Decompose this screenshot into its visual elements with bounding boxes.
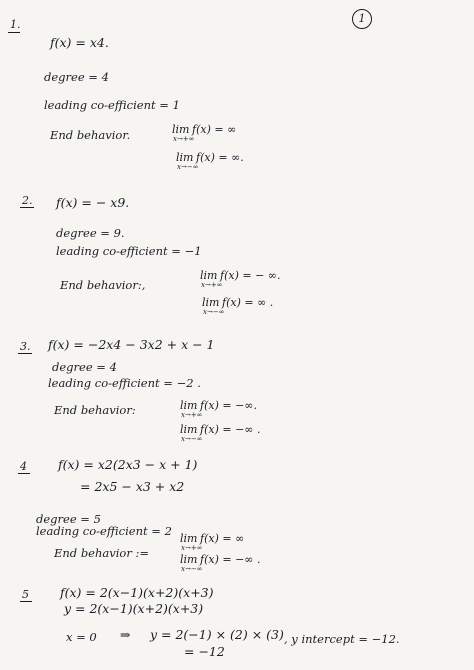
limit-word: lim: [180, 553, 198, 566]
problem-3-end-behavior-label: End behavior:: [54, 403, 136, 417]
problem-4-expanded: = 2x5 − x3 + x2: [80, 479, 185, 494]
problem-5-y-equation: y = 2(x−1)(x+2)(x+3): [64, 601, 204, 616]
limit-subscript: x→−∞: [203, 308, 225, 316]
problem-3-leading-coefficient: leading co-efficient = −2 .: [48, 376, 201, 390]
limit-value: f(x) = −∞ .: [200, 423, 261, 436]
problem-1-label: 1.: [10, 18, 21, 31]
limit-subscript: x→−∞: [181, 565, 203, 573]
limit-subscript: x→+∞: [201, 281, 223, 289]
problem-4-end-behavior-label: End behavior :=: [54, 546, 150, 560]
problem-4-label-underline: [18, 473, 30, 474]
limit-subscript: x→+∞: [173, 135, 195, 143]
arrow-icon: ⇒: [120, 627, 131, 642]
problem-5-y-intercept: , y intercept = −12.: [284, 632, 400, 646]
limit-word: lim: [176, 151, 194, 164]
limit-value: f(x) = −∞.: [200, 399, 257, 412]
problem-2-function: f(x) = − x9.: [56, 195, 130, 210]
limit-word: lim: [180, 423, 198, 436]
problem-2-limit-plus: [200, 269, 281, 289]
problem-1-function: f(x) = x4.: [50, 35, 109, 50]
problem-1-degree: degree = 4: [44, 70, 109, 84]
limit-word: lim: [200, 269, 218, 282]
limit-value: f(x) = ∞.: [196, 151, 244, 164]
limit-value: f(x) = ∞: [192, 123, 237, 136]
limit-word: lim: [180, 399, 198, 412]
limit-value: f(x) = ∞: [200, 532, 245, 545]
problem-5-x-zero: x = 0: [66, 630, 97, 644]
problem-3-limit-plus: [180, 399, 257, 419]
limit-word: lim: [172, 123, 190, 136]
limit-subscript: x→+∞: [181, 544, 203, 552]
problem-2-limit-minus: [202, 296, 274, 316]
problem-2-leading-coefficient: leading co-efficient = −1: [56, 244, 202, 258]
limit-subscript: x→+∞: [181, 411, 203, 419]
problem-3-function: f(x) = −2x4 − 3x2 + x − 1: [48, 337, 215, 352]
problem-1-limit-minus: [176, 151, 244, 171]
problem-5-function: f(x) = 2(x−1)(x+2)(x+3): [60, 585, 214, 600]
problem-2-degree: degree = 9.: [56, 226, 125, 240]
problem-4-function: f(x) = x2(2x3 − x + 1): [58, 457, 198, 472]
problem-3-limit-minus: [180, 423, 261, 443]
problem-3-label-underline: [18, 353, 32, 354]
problem-2-label-underline: [20, 207, 34, 208]
problem-5-label: 5: [22, 588, 29, 601]
problem-3-degree: degree = 4: [52, 360, 117, 374]
limit-subscript: x→−∞: [181, 435, 203, 443]
problem-2-label: 2.: [22, 194, 33, 207]
limit-subscript: x→−∞: [177, 163, 199, 171]
problem-3-label: 3.: [20, 340, 31, 353]
limit-value: f(x) = − ∞.: [220, 269, 281, 282]
limit-value: f(x) = ∞ .: [222, 296, 274, 309]
limit-word: lim: [180, 532, 198, 545]
problem-4-leading-coefficient: leading co-efficient = 2: [36, 524, 172, 538]
page-number-circle: 1: [352, 9, 372, 29]
problem-4-limit-plus: [180, 532, 245, 552]
problem-1-end-behavior-label: End behavior.: [50, 128, 131, 142]
problem-1-leading-coefficient: leading co-efficient = 1: [44, 98, 180, 112]
problem-4-limit-minus: [180, 553, 261, 573]
problem-5-y-result: = −12: [184, 644, 225, 659]
problem-5-y-substitution: y = 2(−1) × (2) × (3): [150, 627, 284, 642]
problem-2-end-behavior-label: End behavior:,: [60, 278, 146, 292]
problem-4-label: 4: [20, 460, 27, 473]
problem-1-limit-plus: [172, 123, 237, 143]
problem-4-degree: degree = 5: [36, 512, 101, 526]
problem-5-label-underline: [20, 601, 32, 602]
limit-word: lim: [202, 296, 220, 309]
limit-value: f(x) = −∞ .: [200, 553, 261, 566]
problem-1-label-underline: [8, 32, 20, 33]
